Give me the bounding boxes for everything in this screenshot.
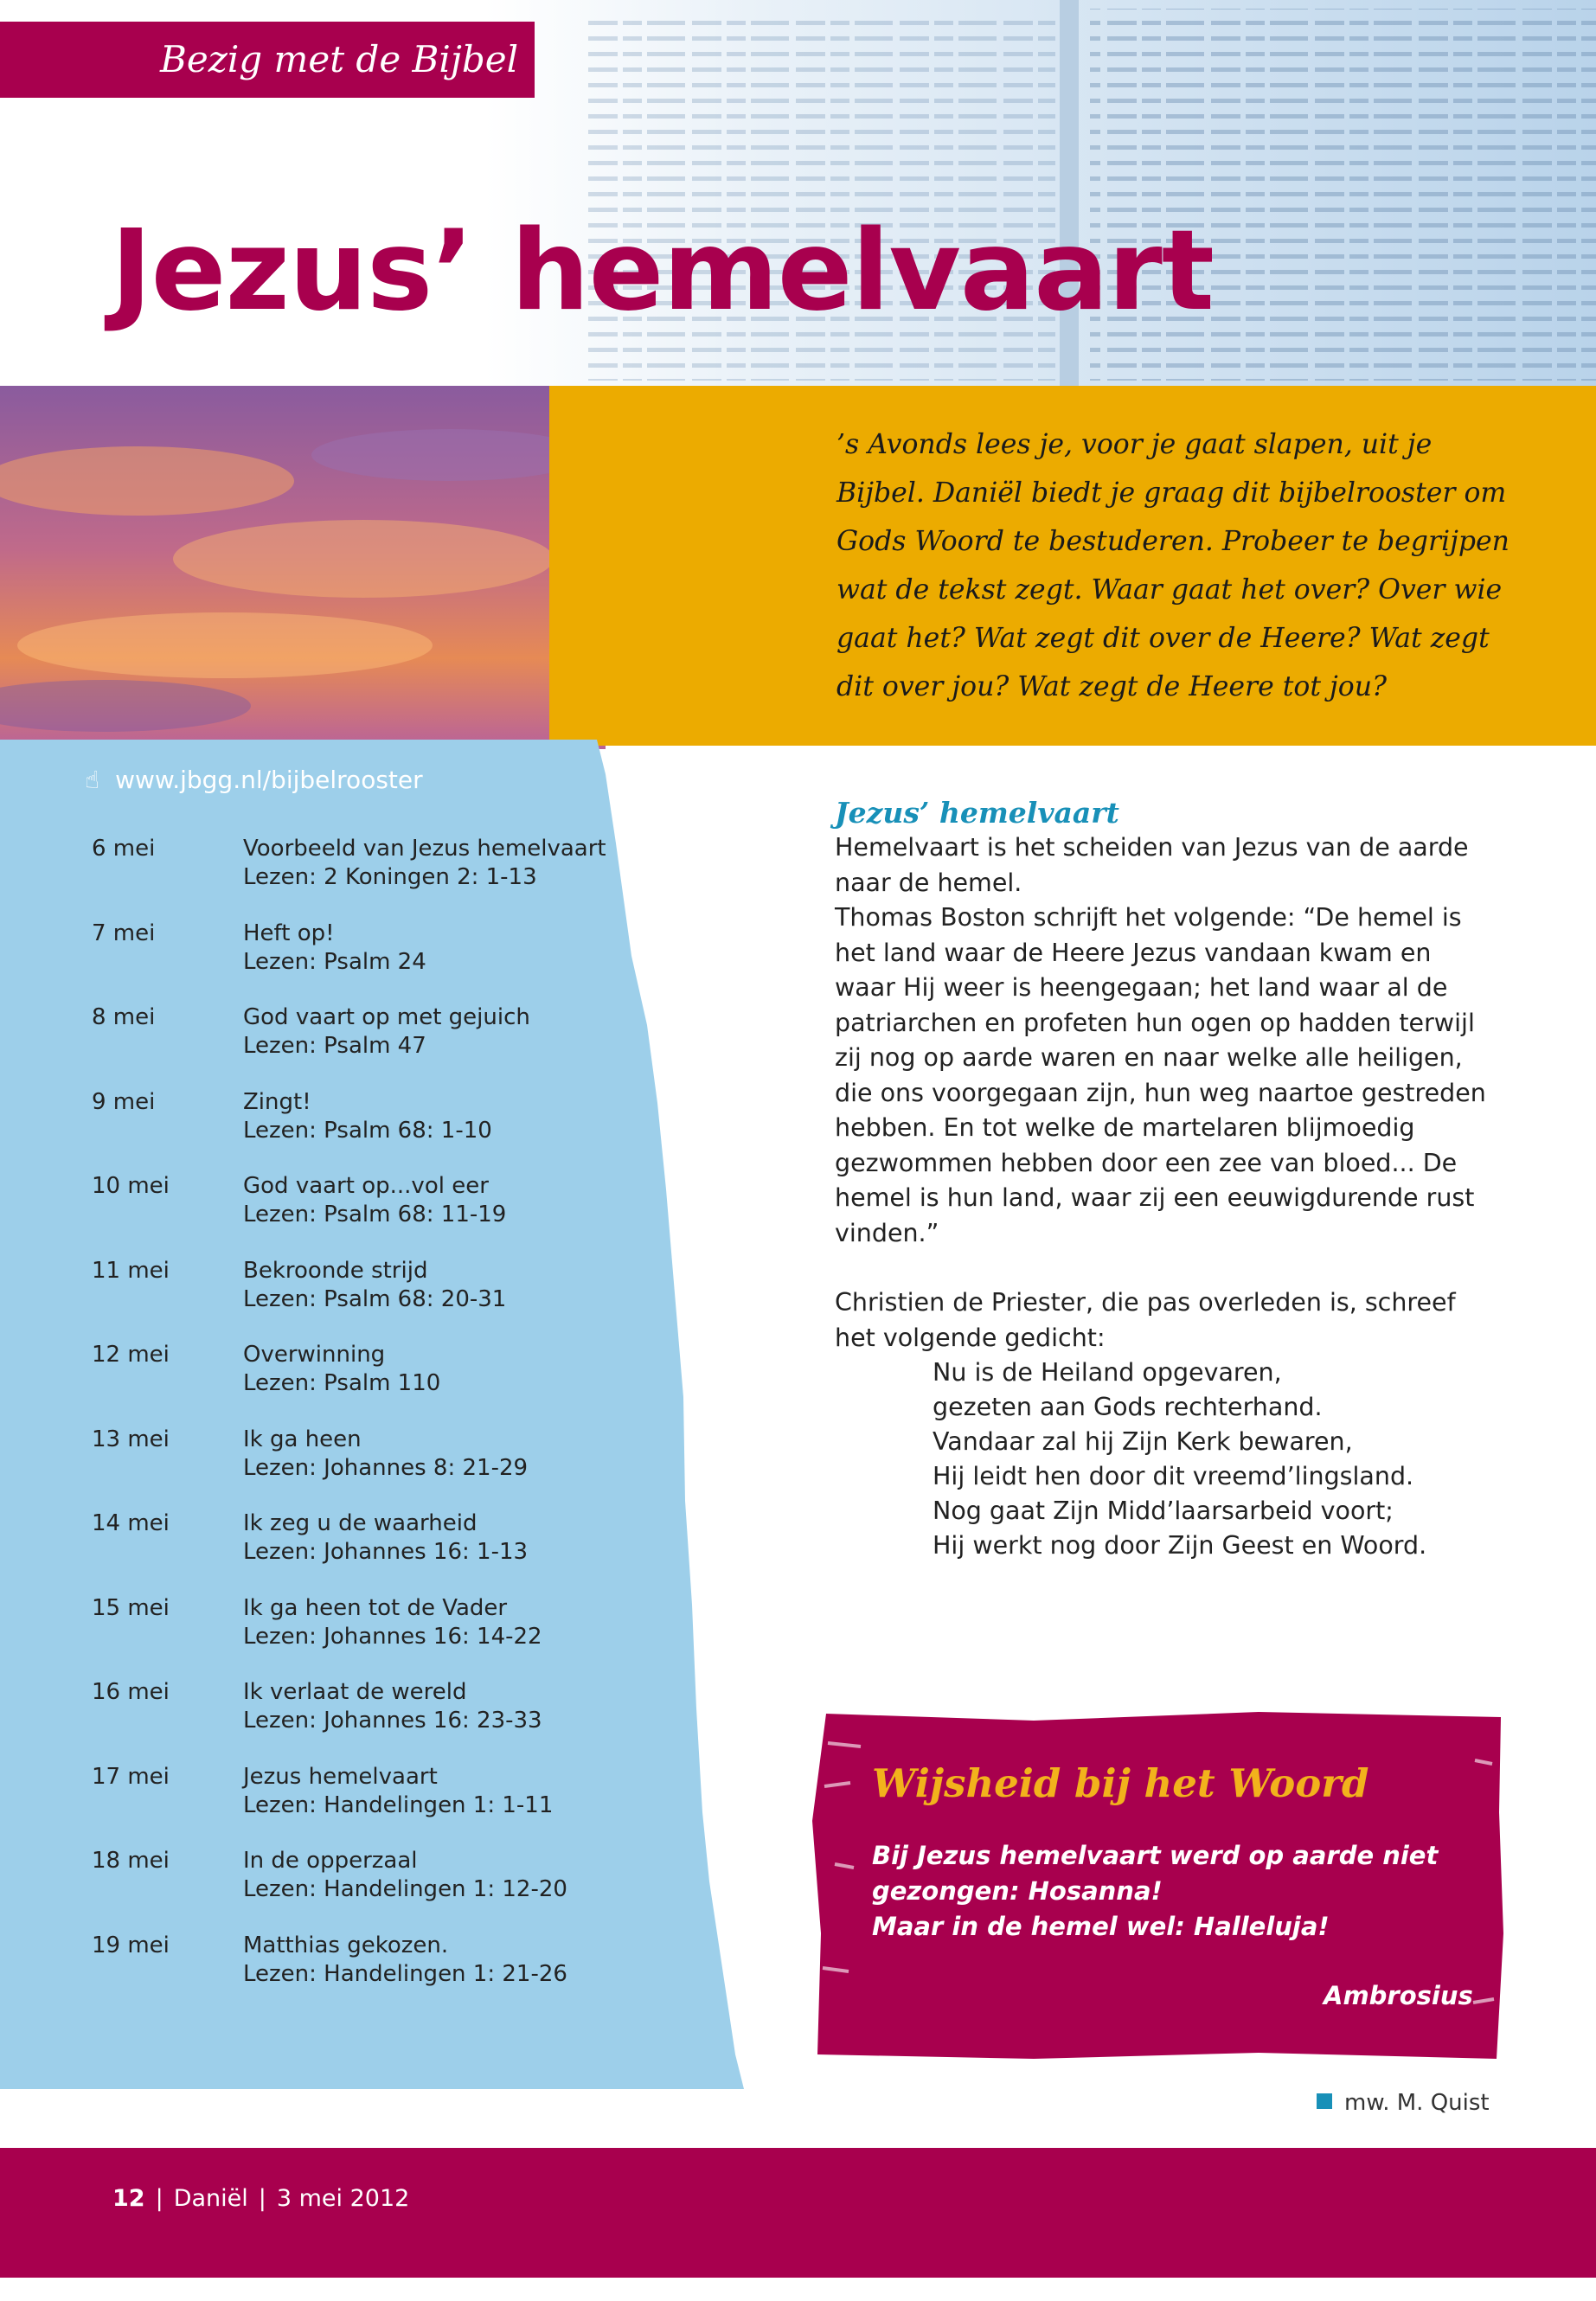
poem-line: Nu is de Heiland opgevaren,	[933, 1358, 1282, 1387]
schedule-item	[92, 1172, 645, 1257]
schedule-item	[92, 1594, 645, 1679]
schedule-url-text[interactable]: www.jbgg.nl/bijbelrooster	[115, 766, 423, 794]
schedule-item	[92, 1847, 645, 1932]
wisdom-title: Wijsheid bij het Woord	[872, 1760, 1369, 1806]
schedule-title: Zingt!	[243, 1088, 311, 1115]
schedule-item	[92, 1257, 645, 1342]
wisdom-quote-line: Maar in de hemel wel: Halleluja!	[872, 1912, 1330, 1941]
schedule-date: 9 mei	[92, 1088, 156, 1115]
schedule-reading: Lezen: Psalm 47	[243, 1033, 426, 1059]
schedule-item	[92, 1088, 645, 1173]
schedule-title: Overwinning	[243, 1342, 386, 1368]
schedule-url[interactable]	[85, 766, 423, 794]
section-label: Bezig met de Bijbel	[0, 22, 535, 98]
schedule-title: Ik zeg u de waarheid	[243, 1510, 478, 1536]
schedule-reading: Lezen: Johannes 16: 23-33	[243, 1708, 542, 1734]
page-title: Jezus’ hemelvaart	[111, 207, 1214, 336]
article-paragraph: Hemelvaart is het scheiden van Jezus van de aarde naar de hemel.	[835, 833, 1469, 897]
schedule-title: Ik verlaat de wereld	[243, 1679, 467, 1705]
footer-band	[0, 2148, 1596, 2278]
schedule-date: 15 mei	[92, 1594, 170, 1621]
poem-line: gezeten aan Gods rechterhand.	[933, 1393, 1323, 1421]
schedule-item	[92, 1932, 645, 2016]
schedule-reading: Lezen: Handelingen 1: 1-11	[243, 1791, 554, 1818]
schedule-reading: Lezen: Psalm 68: 11-19	[243, 1202, 507, 1227]
schedule-date: 16 mei	[92, 1679, 170, 1705]
schedule-date: 13 mei	[92, 1426, 170, 1452]
schedule-title: Jezus hemelvaart	[243, 1763, 438, 1790]
schedule-reading: Lezen: Psalm 110	[243, 1370, 441, 1396]
schedule-date: 7 mei	[92, 920, 156, 946]
intro-text: ’s Avonds lees je, voor je gaat slapen, uit je Bijbel. Daniël biedt je graag dit bijbelrooster om Gods Woord te bestuderen. Probeer te begrijpen wat de tekst zegt. Waar gaat het over? Over wie gaat het? Wat zegt dit over de Heere? Wat zegt dit over jou? Wat zegt de Heere tot jou?	[836, 429, 1509, 702]
schedule-date: 19 mei	[92, 1932, 170, 1958]
schedule-item	[92, 920, 645, 1004]
schedule-title: God vaart op...vol eer	[243, 1173, 489, 1199]
magazine-name: Daniël	[173, 2185, 248, 2212]
schedule-title: God vaart op met gejuich	[243, 1004, 530, 1030]
schedule-reading: Lezen: Johannes 8: 21-29	[243, 1454, 529, 1481]
page-number: 12	[112, 2185, 145, 2212]
schedule-item	[92, 1341, 645, 1426]
square-bullet-icon	[1317, 2093, 1332, 2109]
poem-line: Nog gaat Zijn Midd’laarsarbeid voort;	[933, 1497, 1394, 1525]
schedule-title: Heft op!	[243, 920, 335, 946]
schedule-date: 10 mei	[92, 1173, 170, 1199]
article-body	[835, 830, 1492, 1356]
footer-text: 12 | Daniël | 3 mei 2012	[112, 2185, 410, 2212]
schedule-date: 17 mei	[92, 1763, 170, 1790]
schedule-date: 18 mei	[92, 1848, 170, 1874]
wisdom-quote-line: gezongen: Hosanna!	[872, 1876, 1163, 1906]
author-name: mw. M. Quist	[1344, 2090, 1490, 2116]
article-heading: Jezus’ hemelvaart	[835, 796, 1119, 830]
schedule-title: Matthias gekozen.	[243, 1932, 449, 1958]
schedule-reading: Lezen: 2 Koningen 2: 1-13	[243, 864, 537, 890]
pointing-hand-icon: ☝	[85, 766, 100, 794]
schedule-reading: Lezen: Johannes 16: 1-13	[243, 1539, 529, 1565]
schedule-date: 12 mei	[92, 1342, 170, 1368]
schedule-item	[92, 835, 645, 920]
schedule-title: Bekroonde strijd	[243, 1257, 428, 1284]
schedule-item	[92, 1003, 645, 1088]
article-paragraph: Christien de Priester, die pas overleden is, schreef het volgende gedicht:	[835, 1288, 1456, 1352]
poem	[933, 1356, 1426, 1563]
schedule-date: 8 mei	[92, 1004, 156, 1030]
wisdom-quote	[872, 1838, 1477, 1945]
reading-schedule	[92, 835, 645, 2016]
issue-date: 3 mei 2012	[276, 2185, 410, 2212]
wisdom-quote-line: Bij Jezus hemelvaart werd op aarde niet	[872, 1841, 1439, 1870]
schedule-reading: Lezen: Johannes 16: 14-22	[243, 1623, 542, 1650]
sunset-sky-image	[0, 386, 606, 749]
wisdom-author: Ambrosius	[1324, 1981, 1473, 2010]
schedule-reading: Lezen: Psalm 24	[243, 948, 426, 975]
schedule-item	[92, 1763, 645, 1848]
schedule-title: Ik ga heen tot de Vader	[243, 1594, 508, 1621]
schedule-title: In de opperzaal	[243, 1848, 418, 1874]
author-credit	[1317, 2090, 1490, 2116]
poem-line: Hij werkt nog door Zijn Geest en Woord.	[933, 1531, 1427, 1560]
schedule-title: Ik ga heen	[243, 1426, 362, 1452]
schedule-item	[92, 1678, 645, 1763]
schedule-item	[92, 1426, 645, 1510]
schedule-item	[92, 1509, 645, 1594]
article-paragraph: Thomas Boston schrijft het volgende: “De hemel is het land waar de Heere Jezus vandaan kwam en waar Hij weer is heengegaan; het land waar al de patriarchen en profeten hun ogen op hadden terwijl zij nog op aarde waren en naar welke alle heiligen, die ons voorgegaan zijn, hun weg naartoe gestreden hebben. En tot welke de martelaren blijmoedig gezwommen hebben door een zee van bloed... De hemel is hun land, waar zij een eeuwigdurende rust vinden.”	[835, 903, 1486, 1247]
schedule-reading: Lezen: Psalm 68: 20-31	[243, 1285, 507, 1312]
schedule-date: 6 mei	[92, 836, 156, 862]
schedule-reading: Lezen: Handelingen 1: 21-26	[243, 1960, 567, 1987]
poem-line: Vandaar zal hij Zijn Kerk bewaren,	[933, 1427, 1353, 1456]
schedule-date: 14 mei	[92, 1510, 170, 1536]
schedule-date: 11 mei	[92, 1257, 170, 1284]
schedule-title: Voorbeeld van Jezus hemelvaart	[243, 836, 606, 862]
schedule-reading: Lezen: Psalm 68: 1-10	[243, 1117, 492, 1144]
schedule-reading: Lezen: Handelingen 1: 12-20	[243, 1876, 567, 1902]
poem-line: Hij leidt hen door dit vreemd’lingsland.	[933, 1462, 1414, 1490]
